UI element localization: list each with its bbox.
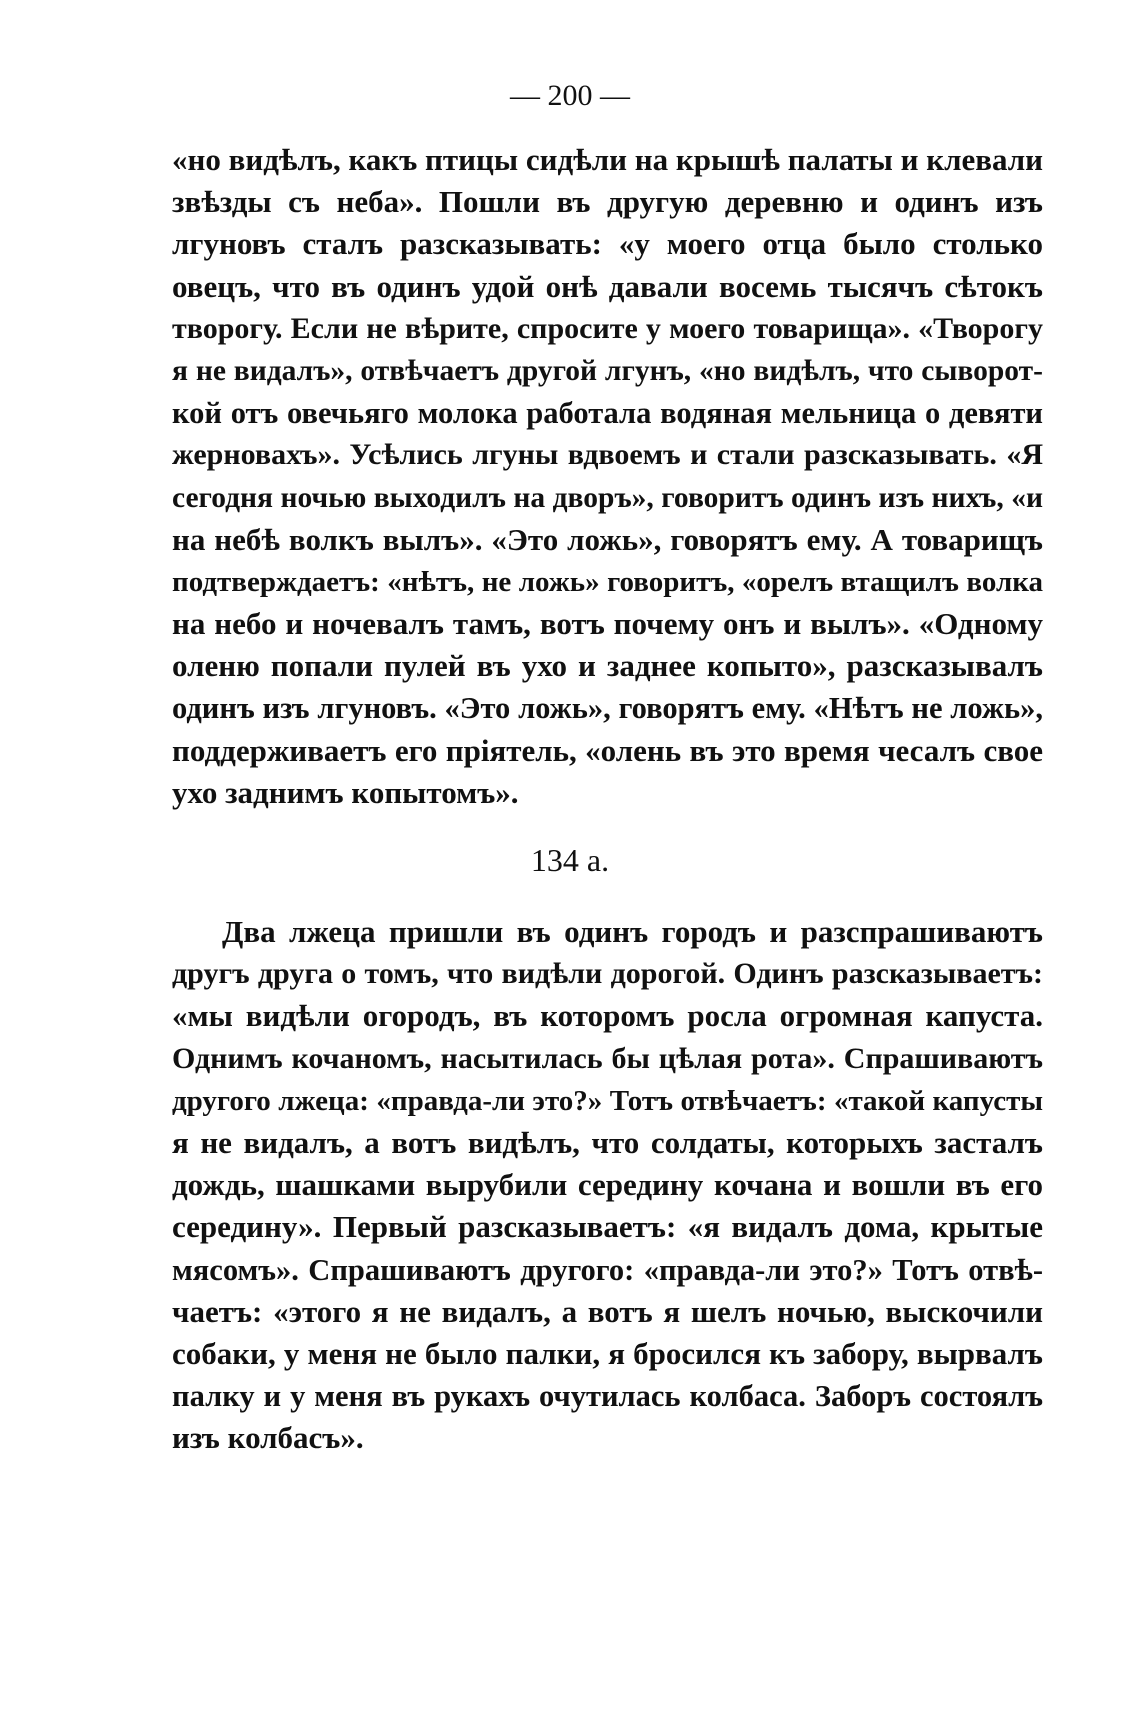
text-line: лгуновъ сталъ разсказывать: «у моего отца было столько bbox=[172, 226, 1043, 262]
text-line: изъ колбасъ». bbox=[172, 1420, 364, 1456]
text-line: оленю попали пулей въ ухо и заднее копыто», разсказывалъ bbox=[172, 648, 1043, 684]
text-line: сегодня ночью выходилъ на дворъ», говоритъ одинъ изъ нихъ, «и bbox=[172, 481, 1043, 514]
text-line: другого лжеца: «правда-ли это?» Тотъ отвѣчаетъ: «такой капусты bbox=[172, 1084, 1043, 1117]
text-line: дождь, шашками вырубили середину кочана и вошли въ его bbox=[172, 1167, 1043, 1203]
page-number: — 200 — bbox=[510, 79, 630, 112]
text-line: подтверждаетъ: «нѣтъ, не ложь» говоритъ, «орелъ втащилъ волка bbox=[172, 565, 1043, 598]
text-line: одинъ изъ лгуновъ. «Это ложь», говорятъ ему. «Нѣтъ не ложь», bbox=[172, 691, 1043, 726]
text-line: жерновахъ». Усѣлись лгуны вдвоемъ и стали разсказывать. «Я bbox=[172, 438, 1043, 472]
text-line: мясомъ». Спрашиваютъ другого: «правда-ли это?» Тотъ отвѣ- bbox=[172, 1252, 1043, 1287]
paragraph-story bbox=[172, 911, 1043, 1459]
text-line: палку и у меня въ рукахъ очутилась колбаса. Заборъ состоялъ bbox=[172, 1379, 1043, 1414]
text-line: на небо и ночевалъ тамъ, вотъ почему онъ и вылъ». «Одному bbox=[172, 606, 1043, 642]
text-line: овецъ, что въ одинъ удой онѣ давали восемь тысячъ сѣтокъ bbox=[172, 268, 1043, 304]
section-number: 134 а. bbox=[530, 842, 610, 878]
text-line: творогу. Если не вѣрите, спросите у моего товарища». «Творогу bbox=[172, 311, 1043, 345]
text-line: «но видѣлъ, какъ птицы сидѣли на крышѣ палаты и клевали bbox=[172, 142, 1043, 177]
text-line: Однимъ кочаномъ, насытилась бы цѣлая рота». Спрашиваютъ bbox=[172, 1041, 1043, 1075]
paragraph-continued bbox=[172, 139, 1043, 814]
text-line: другъ друга о томъ, что видѣли дорогой. Одинъ разсказываетъ: bbox=[172, 957, 1043, 991]
text-line: собаки, у меня не было палки, я бросился къ забору, вырвалъ bbox=[172, 1335, 1043, 1371]
text-line: я не видалъ», отвѣчаетъ другой лгунъ, «но видѣлъ, что сыворот- bbox=[172, 354, 1043, 387]
text-line: Два лжеца пришли въ одинъ городъ и разспрашиваютъ bbox=[222, 914, 1043, 949]
text-line: чаетъ: «этого я не видалъ, а вотъ я шелъ ночью, выскочили bbox=[172, 1293, 1043, 1329]
text-line: ухо заднимъ копытомъ». bbox=[172, 774, 519, 810]
text-line: «мы видѣли огородъ, въ которомъ росла огромная капуста. bbox=[172, 998, 1043, 1034]
text-line: на небѣ волкъ вылъ». «Это ложь», говорятъ ему. А товарищъ bbox=[172, 521, 1043, 557]
text-line: я не видалъ, а вотъ видѣлъ, что солдаты, которыхъ засталъ bbox=[172, 1124, 1043, 1160]
text-line: середину». Первый разсказываетъ: «я видалъ дома, крытые bbox=[172, 1209, 1043, 1245]
text-line: поддерживаетъ его пріятель, «олень въ это время чесалъ свое bbox=[172, 732, 1043, 768]
text-line: кой отъ овечьяго молока работала водяная мельница о девяти bbox=[172, 396, 1043, 431]
text-line: звѣзды съ неба». Пошли въ другую деревню и одинъ изъ bbox=[172, 184, 1043, 220]
